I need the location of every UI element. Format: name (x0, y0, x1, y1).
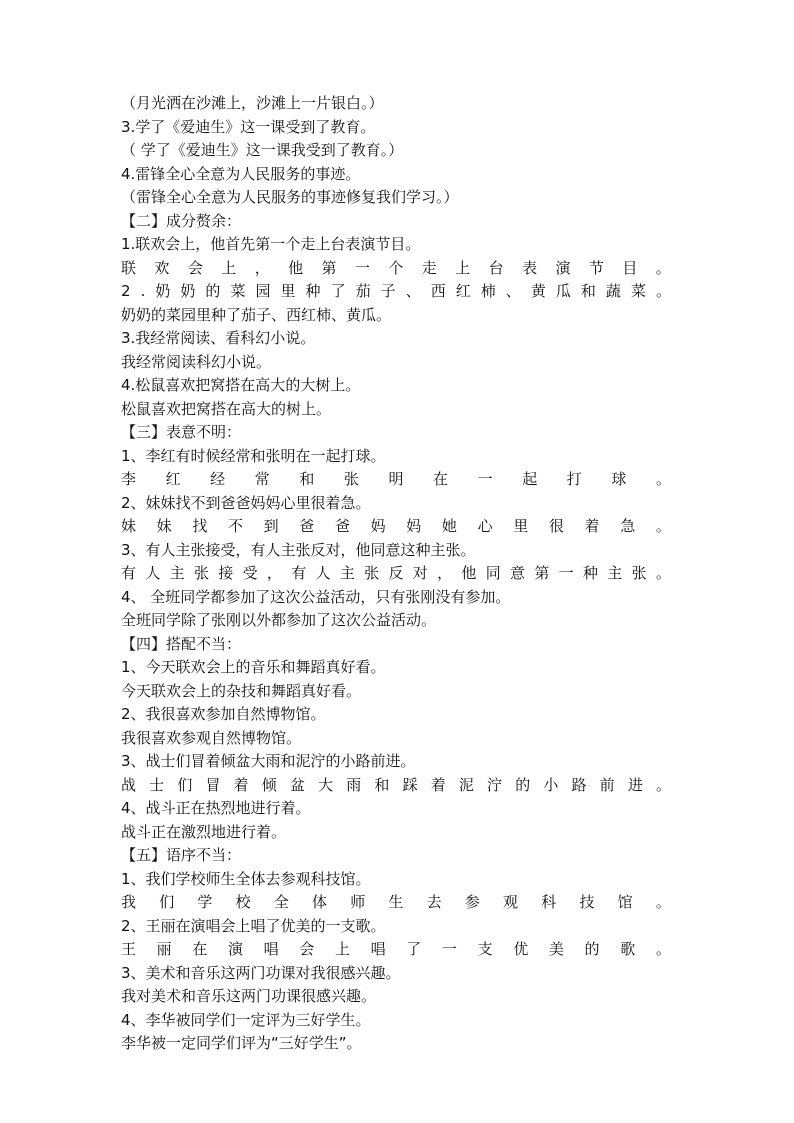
text-line: 【四】搭配不当： (121, 634, 242, 653)
text-line: 2 . 奶 奶 的 菜 园 里 种 了 茄 子 、 西 红 柿 、 黄 瓜 和 蔬 菜 。 (121, 282, 671, 300)
text-line: 妹 妹 找 不 到 爸 爸 妈 妈 她 心 里 很 着 急 。 (121, 517, 671, 535)
text-line: 李华被一定同学们评为“三好学生”。 (121, 1034, 362, 1052)
text-line: 4.雷锋全心全意为人民服务的事迹。 (121, 164, 361, 183)
text-line: （雷锋全心全意为人民服务的事迹修复我们学习。） (121, 188, 459, 206)
text-line: 李 红 经 常 和 张 明 在 一 起 打 球 。 (121, 470, 671, 488)
text-line: 2、王丽在演唱会上唱了优美的一支歌。 (121, 916, 386, 935)
text-line: 4、李华被同学们一定评为三好学生。 (121, 1010, 371, 1029)
text-line: 3.学了《爱迪生》这一课受到了教育。 (121, 117, 376, 136)
text-line: 我 们 学 校 全 体 师 生 去 参 观 科 技 馆 。 (121, 893, 671, 911)
text-line: 联 欢 会 上 ， 他 第 一 个 走 上 台 表 演 节 目 。 (121, 258, 671, 277)
text-line: 2、我很喜欢参加自然博物馆。 (121, 705, 326, 723)
text-line: 松鼠喜欢把窝搭在高大的树上。 (121, 399, 332, 418)
text-line: 4、战斗正在热烈地进行着。 (121, 799, 311, 817)
text-line: 有 人 主 张 接 受 ， 有 人 主 张 反 对 ， 他 同 意 第 一 种 主 张 。 (121, 564, 671, 582)
text-line: 3、战士们冒着倾盆大雨和泥泞的小路前进。 (121, 752, 416, 770)
text-line: 今天联欢会上的杂技和舞蹈真好看。 (121, 681, 362, 700)
text-line: 奶奶的菜园里种了茄子、西红柿、黄瓜。 (121, 305, 392, 324)
text-line: 1.联欢会上，他首先第一个走上台表演节目。 (121, 235, 421, 253)
text-line: 战斗正在激烈地进行着。 (121, 822, 287, 841)
text-line: 2、妹妹找不到爸爸妈妈心里很着急。 (121, 493, 371, 512)
text-line: 【二】成分赘余： (121, 211, 242, 230)
text-line: （ 学了《爱迪生》这一课我受到了教育。） (121, 141, 404, 159)
text-line: 4.松鼠喜欢把窝搭在高大的大树上。 (121, 376, 361, 394)
text-line: 1、李红有时候经常和张明在一起打球。 (121, 446, 386, 465)
document-body (121, 92, 671, 1056)
text-line: 3、有人主张接受，有人主张反对，他同意这种主张。 (121, 540, 476, 559)
text-line: 全班同学除了张刚以外都参加了这次公益活动。 (121, 611, 437, 629)
text-line: 我对美术和音乐这两门功课很感兴趣。 (121, 987, 377, 1005)
text-line: 我经常阅读科幻小说。 (121, 352, 272, 371)
text-line: 【五】语序不当： (121, 846, 242, 864)
text-line: 3.我经常阅读、看科幻小说。 (121, 329, 316, 347)
text-line: （月光洒在沙滩上，沙滩上一片银白。） (121, 94, 384, 112)
text-line: 1、今天联欢会上的音乐和舞蹈真好看。 (121, 658, 386, 676)
text-line: 4、 全班同学都参加了这次公益活动，只有张刚没有参加。 (121, 587, 511, 606)
text-line: 战 士 们 冒 着 倾 盆 大 雨 和 踩 着 泥 泞 的 小 路 前 进 。 (121, 775, 671, 794)
text-line: 1、我们学校师生全体去参观科技馆。 (121, 869, 371, 888)
text-line: 我很喜欢参观自然博物馆。 (121, 728, 302, 747)
text-line: 王 丽 在 演 唱 会 上 唱 了 一 支 优 美 的 歌 。 (121, 940, 671, 958)
text-line: 3、美术和音乐这两门功课对我很感兴趣。 (121, 963, 401, 982)
text-line: 【三】表意不明： (121, 423, 242, 441)
